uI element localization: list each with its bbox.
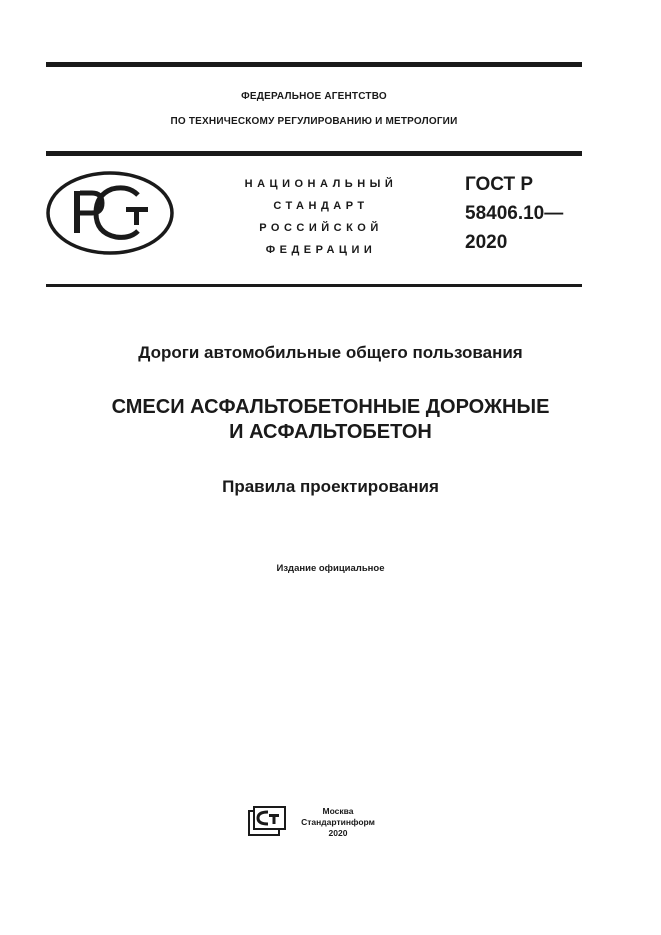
publisher-name: Стандартинформ (301, 817, 375, 827)
publisher-block (296, 806, 380, 839)
national-standard-line-4: ФЕДЕРАЦИИ (265, 244, 377, 256)
document-part-title: Правила проектирования (222, 477, 439, 496)
edition-label: Издание официальное (276, 563, 385, 574)
document-title-line-1: СМЕСИ АСФАЛЬТОБЕТОННЫЕ ДОРОЖНЫЕ (111, 396, 550, 418)
gost-designation (465, 170, 585, 257)
document-subtitle: Дороги автомобильные общего пользования (138, 343, 523, 362)
standartinform-logo (248, 806, 286, 838)
gost-r-logo (46, 171, 174, 255)
gost-designation-line-1: ГОСТ Р (465, 174, 534, 195)
national-standard-line-1: НАЦИОНАЛЬНЫЙ (244, 178, 398, 190)
document-title (0, 395, 661, 445)
national-standard-line-3: РОССИЙСКОЙ (259, 222, 383, 234)
top-rule (46, 62, 582, 67)
publisher-city: Москва (322, 806, 354, 816)
standard-block-rule (46, 284, 582, 287)
agency-line-1: ФЕДЕРАЛЬНОЕ АГЕНТСТВО (241, 91, 387, 102)
gost-designation-line-3: 2020 (465, 232, 508, 253)
publisher-year: 2020 (328, 828, 348, 838)
document-title-line-2: И АСФАЛЬТОБЕТОН (229, 421, 432, 443)
header-rule (46, 151, 582, 156)
agency-line-2: ПО ТЕХНИЧЕСКОМУ РЕГУЛИРОВАНИЮ И МЕТРОЛОГИИ (170, 116, 458, 127)
national-standard-block (226, 173, 416, 261)
national-standard-line-2: СТАНДАРТ (273, 200, 369, 212)
gost-designation-line-2: 58406.10— (465, 203, 564, 224)
